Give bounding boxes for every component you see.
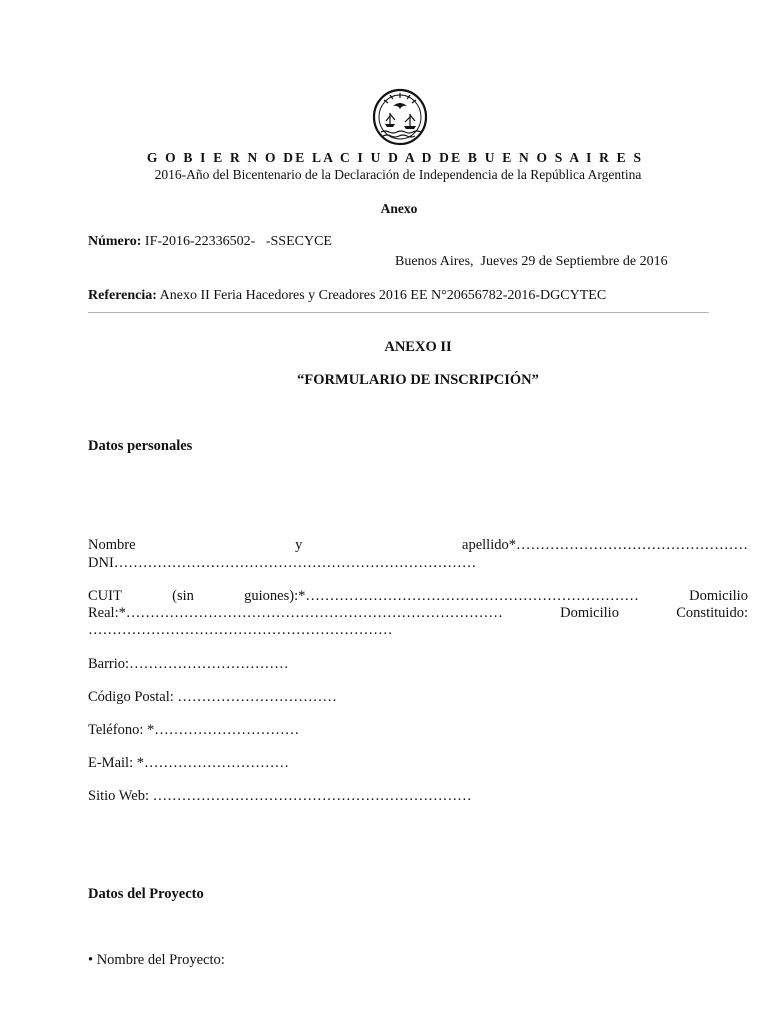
word: Nombre bbox=[88, 537, 136, 553]
referencia-value: Anexo II Feria Hacedores y Creadores 2016 EE N°20656782-2016-DGCYTEC bbox=[159, 288, 607, 303]
word: y bbox=[295, 537, 303, 553]
document-type: Anexo bbox=[380, 201, 418, 216]
section-project-data: Datos del Proyecto bbox=[88, 886, 204, 902]
project-name-field: • Nombre del Proyecto: bbox=[88, 952, 225, 968]
word: guiones):*…………………………………………………………… bbox=[244, 588, 639, 604]
bicentennial-subtitle: 2016-Año del Bicentenario de la Declaración de Independencia de la República Argentina bbox=[154, 167, 642, 182]
word: (sin bbox=[172, 588, 194, 604]
word: apellido*………………………………………… bbox=[462, 537, 748, 553]
codigo-postal-field: Código Postal: …………………………… bbox=[88, 689, 337, 705]
word: Constituido: bbox=[676, 605, 748, 621]
government-title: G O B I E R N O DE LA C I U D A D DE B U E N O S A I R E S bbox=[146, 150, 644, 165]
word: Real:*…………………………………………………………………… bbox=[88, 605, 503, 621]
word: Domicilio bbox=[560, 605, 619, 621]
sitio-web-field: Sitio Web: ………………………………………………………… bbox=[88, 788, 472, 804]
coat-of-arms-icon bbox=[371, 86, 429, 146]
anexo-title: ANEXO II bbox=[384, 339, 452, 355]
barrio-field: Barrio:…………………………… bbox=[88, 656, 289, 672]
document-date: Buenos Aires, Jueves 29 de Septiembre de 2016 bbox=[395, 254, 668, 269]
telefono-field: Teléfono: *………………………… bbox=[88, 722, 300, 738]
numero-value: IF-2016-22336502- -SSECYCE bbox=[144, 234, 332, 249]
email-field: E-Mail: *………………………… bbox=[88, 755, 289, 771]
header-divider bbox=[88, 312, 709, 313]
section-personal-data: Datos personales bbox=[88, 438, 193, 454]
domicilio-constituido-dots: ……………………………………………………… bbox=[88, 622, 393, 638]
name-field-line bbox=[88, 537, 748, 554]
referencia-line bbox=[88, 288, 606, 304]
cuit-field-line bbox=[88, 588, 748, 605]
dni-field: DNI………………………………………………………………… bbox=[88, 555, 477, 571]
domicilio-field-line bbox=[88, 605, 748, 622]
word: Domicilio bbox=[689, 588, 748, 604]
numero-line bbox=[88, 234, 332, 250]
form-title: “FORMULARIO DE INSCRIPCIÓN” bbox=[297, 372, 539, 388]
referencia-label: Referencia: bbox=[88, 288, 157, 303]
word: CUIT bbox=[88, 588, 122, 604]
numero-label: Número: bbox=[88, 234, 142, 249]
